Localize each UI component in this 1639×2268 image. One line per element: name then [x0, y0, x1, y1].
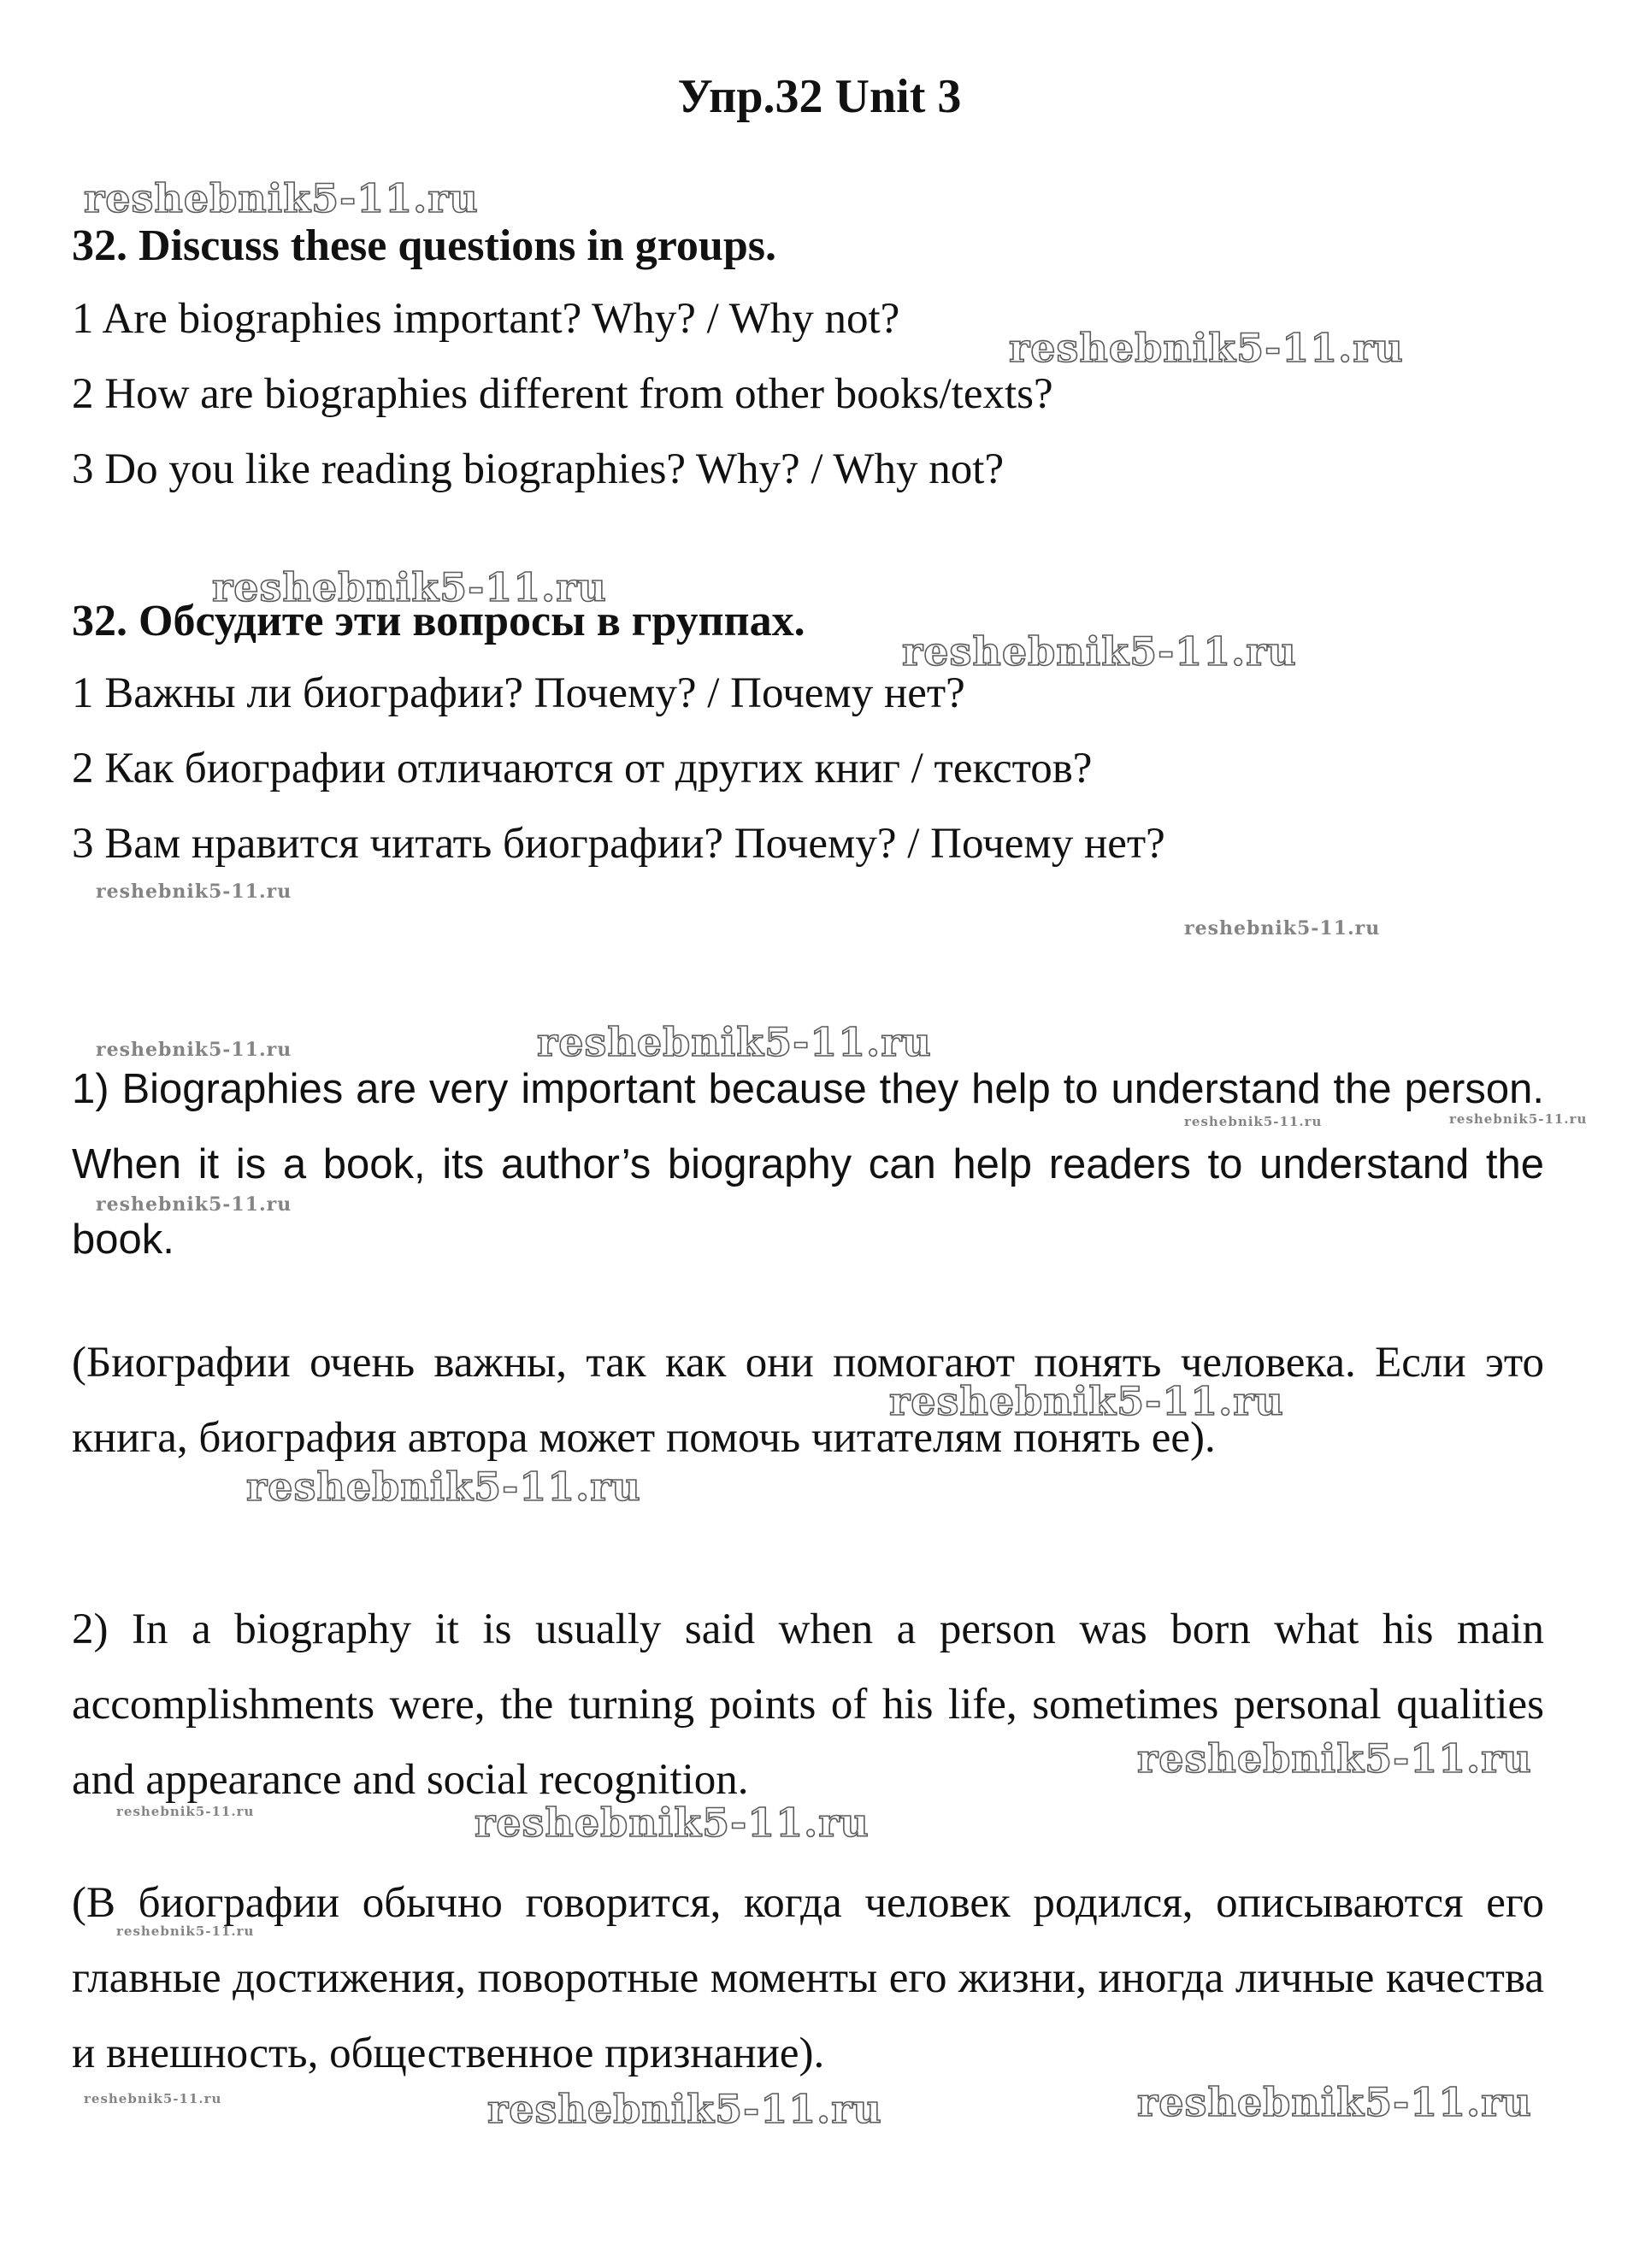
watermark: reshebnik5-11.ru	[116, 1923, 255, 1939]
watermark: reshebnik5-11.ru	[889, 1378, 1284, 1424]
watermark: reshebnik5-11.ru	[96, 1193, 292, 1216]
watermark: reshebnik5-11.ru	[1137, 2079, 1532, 2125]
question-en-3: 3 Do you like reading biographies? Why? / Why not?	[72, 445, 1005, 493]
task-heading-ru: 32. Обсудите эти вопросы в группах.	[72, 597, 805, 645]
watermark: reshebnik5-11.ru	[1184, 1114, 1323, 1129]
watermark: reshebnik5-11.ru	[246, 1464, 641, 1510]
answer-2-en: 2) In a biography it is usually said when a person was born what his main accomplishments were, the turning points of his life, sometimes personal qualities and appearance and social recognition.	[72, 1605, 1544, 1804]
watermark: reshebnik5-11.ru	[1449, 1111, 1588, 1127]
question-ru-3: 3 Вам нравится читать биографии? Почему? / Почему нет?	[72, 820, 1165, 868]
watermark: reshebnik5-11.ru	[212, 564, 607, 610]
question-ru-1: 1 Важны ли биографии? Почему? / Почему нет?	[72, 669, 965, 717]
question-en-1: 1 Are biographies important? Why? / Why not?	[72, 295, 900, 343]
watermark: reshebnik5-11.ru	[1184, 917, 1381, 940]
question-en-2: 2 How are biographies different from other books/texts?	[72, 370, 1053, 418]
watermark: reshebnik5-11.ru	[116, 1804, 255, 1819]
watermark: reshebnik5-11.ru	[902, 628, 1297, 675]
watermark: reshebnik5-11.ru	[1137, 1735, 1532, 1782]
watermark: reshebnik5-11.ru	[96, 1039, 292, 1061]
watermark: reshebnik5-11.ru	[537, 1019, 932, 1065]
task-heading-en: 32. Discuss these questions in groups.	[72, 221, 777, 270]
answer-2-ru: (В биографии обычно говорится, когда человек родился, описываются его главные достижения, поворотные моменты его жизни, иногда личные качества и внешность, общественное признание).	[72, 1879, 1544, 2077]
watermark: reshebnik5-11.ru	[96, 881, 292, 903]
watermark: reshebnik5-11.ru	[1009, 325, 1404, 371]
page-title: Упр.32 Unit 3	[677, 70, 962, 123]
watermark: reshebnik5-11.ru	[487, 2086, 882, 2132]
watermark: reshebnik5-11.ru	[475, 1800, 870, 1846]
answer-1-en: 1) Biographies are very important because they help to understand the person. When it is a book, its author’s biography can help readers to understand the book.	[72, 1066, 1544, 1263]
watermark: reshebnik5-11.ru	[84, 175, 479, 221]
question-ru-2: 2 Как биографии отличаются от других книг / текстов?	[72, 745, 1093, 792]
answer-1-ru: (Биографии очень важны, так как они помогают понять человека. Если это книга, биография автора может помочь читателям понять ее).	[72, 1339, 1544, 1462]
watermark: reshebnik5-11.ru	[84, 2091, 222, 2106]
